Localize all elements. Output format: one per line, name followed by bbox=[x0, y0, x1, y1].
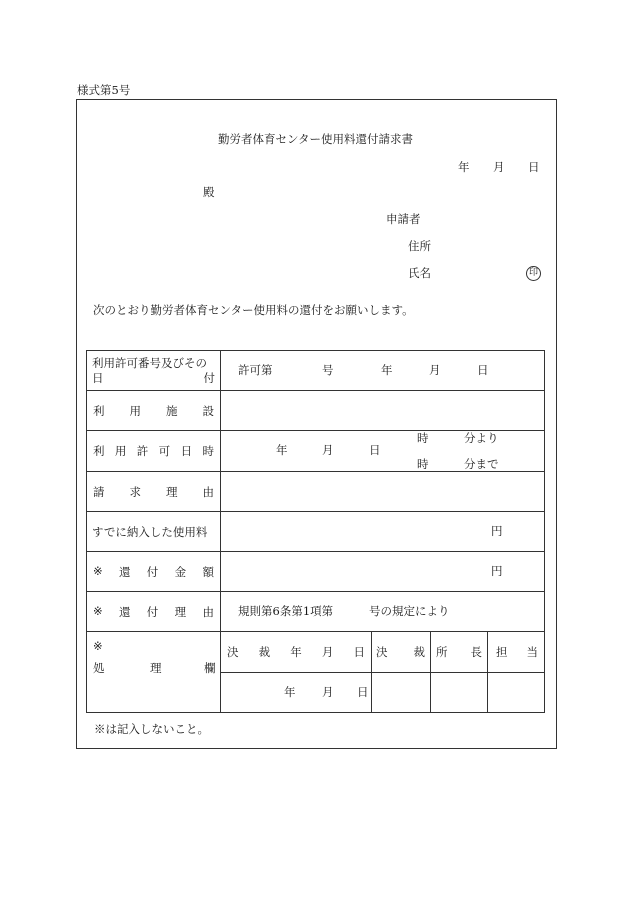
processing-label-char: 欄 bbox=[204, 661, 216, 675]
datetime-label-char: 用 bbox=[114, 444, 127, 458]
reason-value-cell[interactable] bbox=[221, 472, 545, 512]
refund-reason-note-mark: ※ bbox=[93, 603, 103, 618]
datetime-label-char: 日 bbox=[180, 444, 193, 458]
row-processing-top bbox=[87, 632, 545, 673]
datetime-label-char: 可 bbox=[158, 444, 171, 458]
datetime-year-label: 年 bbox=[276, 443, 288, 457]
refund-amount-label-char: 付 bbox=[146, 564, 159, 579]
reason-label-char: 理 bbox=[166, 484, 178, 499]
date-day-label: 日 bbox=[528, 160, 540, 174]
applicant-name-label: 氏名 bbox=[408, 266, 431, 280]
processing-decision-char: 決 bbox=[227, 645, 239, 659]
datetime-value-cell[interactable] bbox=[221, 431, 545, 472]
processing-staff-header bbox=[488, 632, 545, 673]
refund-reason-rule-text: 規則第6条第1項第 bbox=[238, 604, 334, 618]
processing-decision-char: 日 bbox=[353, 645, 365, 659]
processing-decision-char: 年 bbox=[290, 645, 302, 659]
processing-day-label: 日 bbox=[357, 685, 369, 699]
processing-staff-stamp-cell[interactable] bbox=[488, 673, 545, 713]
refund-amount-note-mark: ※ bbox=[93, 563, 103, 578]
facility-label-char: 用 bbox=[129, 403, 141, 418]
datetime-label-char: 許 bbox=[136, 444, 149, 458]
applicant-heading: 申請者 bbox=[386, 212, 421, 226]
footnote: ※は記入しないこと。 bbox=[94, 722, 209, 736]
refund-reason-label-cell bbox=[87, 592, 221, 632]
processing-approval-header bbox=[372, 632, 431, 673]
processing-staff-char: 当 bbox=[526, 645, 538, 659]
refund-amount-yen-unit: 円 bbox=[491, 564, 503, 578]
form-number: 様式第5号 bbox=[77, 83, 131, 97]
row-facility bbox=[87, 391, 545, 431]
datetime-until-label: 分まで bbox=[464, 457, 499, 471]
facility-label-cell bbox=[87, 391, 221, 431]
processing-year-label: 年 bbox=[284, 685, 296, 699]
datetime-day-label: 日 bbox=[369, 443, 381, 457]
datetime-label-char: 時 bbox=[202, 444, 214, 458]
paid-label: すでに納入した使用料 bbox=[92, 524, 208, 539]
reason-label-char: 由 bbox=[202, 484, 214, 499]
facility-value-cell[interactable] bbox=[221, 391, 545, 431]
permit-label-day: 日 bbox=[92, 370, 104, 385]
paid-yen-unit: 円 bbox=[491, 524, 503, 538]
datetime-from-label: 分より bbox=[464, 431, 499, 445]
facility-label-char: 施 bbox=[166, 403, 178, 418]
permit-no-label: 許可第 bbox=[238, 363, 273, 377]
permit-label-line1: 利用許可番号及びその bbox=[92, 355, 207, 370]
row-paid bbox=[87, 512, 545, 552]
document-title: 勤労者体育センター使用料還付請求書 bbox=[218, 132, 414, 146]
paid-label-cell bbox=[87, 512, 221, 552]
refund-amount-label-char: 額 bbox=[202, 564, 214, 579]
refund-reason-label-char: 付 bbox=[146, 604, 159, 619]
processing-staff-char: 担 bbox=[496, 645, 508, 659]
row-refund-reason bbox=[87, 592, 545, 632]
row-datetime bbox=[87, 431, 545, 472]
processing-approval-stamp-cell[interactable] bbox=[372, 673, 431, 713]
date-month-label: 月 bbox=[493, 160, 505, 174]
refund-amount-label-char: 還 bbox=[118, 564, 131, 579]
row-reason bbox=[87, 472, 545, 512]
processing-label-cell bbox=[87, 632, 221, 713]
processing-director-char: 所 bbox=[436, 645, 448, 659]
processing-decision-char: 裁 bbox=[258, 645, 271, 659]
refund-amount-value-cell[interactable] bbox=[221, 552, 545, 592]
processing-label-char: 処 bbox=[93, 661, 105, 675]
processing-director-stamp-cell[interactable] bbox=[431, 673, 488, 713]
intro-text: 次のとおり勤労者体育センター使用料の還付をお願いします。 bbox=[93, 303, 414, 317]
processing-month-label: 月 bbox=[322, 685, 334, 699]
refund-amount-label-cell bbox=[87, 552, 221, 592]
processing-director-header bbox=[431, 632, 488, 673]
permit-value-cell[interactable] bbox=[221, 351, 545, 391]
datetime-label-char: 利 bbox=[93, 444, 105, 458]
reason-label-cell bbox=[87, 472, 221, 512]
permit-go-label: 号 bbox=[322, 363, 334, 377]
form-table bbox=[86, 350, 545, 713]
permit-year-label: 年 bbox=[381, 363, 393, 377]
processing-decision-header bbox=[221, 632, 372, 673]
permit-day-label: 日 bbox=[477, 363, 489, 377]
processing-approval-char: 決 bbox=[376, 645, 388, 659]
applicant-address-label: 住所 bbox=[408, 239, 431, 253]
datetime-hour-from: 時 bbox=[417, 431, 429, 445]
processing-approval-char: 裁 bbox=[413, 645, 425, 659]
refund-reason-provision-text: 号の規定により bbox=[369, 604, 450, 618]
refund-reason-value-cell[interactable] bbox=[221, 592, 545, 632]
datetime-label-cell bbox=[87, 431, 221, 472]
datetime-hour-until: 時 bbox=[417, 457, 429, 471]
date-year-label: 年 bbox=[458, 160, 470, 174]
paid-value-cell[interactable] bbox=[221, 512, 545, 552]
refund-reason-label-char: 還 bbox=[118, 604, 131, 619]
refund-reason-label-char: 理 bbox=[174, 604, 187, 619]
permit-label-tsuke: 付 bbox=[203, 370, 215, 385]
addressee-suffix: 殿 bbox=[203, 185, 215, 199]
reason-label-char: 求 bbox=[129, 484, 141, 499]
processing-note-mark: ※ bbox=[93, 639, 103, 653]
facility-label-char: 利 bbox=[93, 403, 105, 418]
refund-reason-label-char: 由 bbox=[202, 604, 214, 619]
refund-amount-label-char: 金 bbox=[174, 564, 187, 579]
processing-date-cell[interactable] bbox=[221, 673, 372, 713]
row-refund-amount bbox=[87, 552, 545, 592]
processing-label-char: 理 bbox=[150, 661, 162, 675]
processing-director-char: 長 bbox=[470, 645, 482, 659]
permit-month-label: 月 bbox=[429, 363, 441, 377]
facility-label-char: 設 bbox=[202, 403, 214, 418]
permit-label-cell bbox=[87, 351, 221, 391]
datetime-month-label: 月 bbox=[322, 443, 334, 457]
reason-label-char: 請 bbox=[93, 484, 105, 499]
row-permit bbox=[87, 351, 545, 391]
seal-mark-icon: 印 bbox=[526, 266, 541, 281]
processing-decision-char: 月 bbox=[321, 645, 334, 659]
